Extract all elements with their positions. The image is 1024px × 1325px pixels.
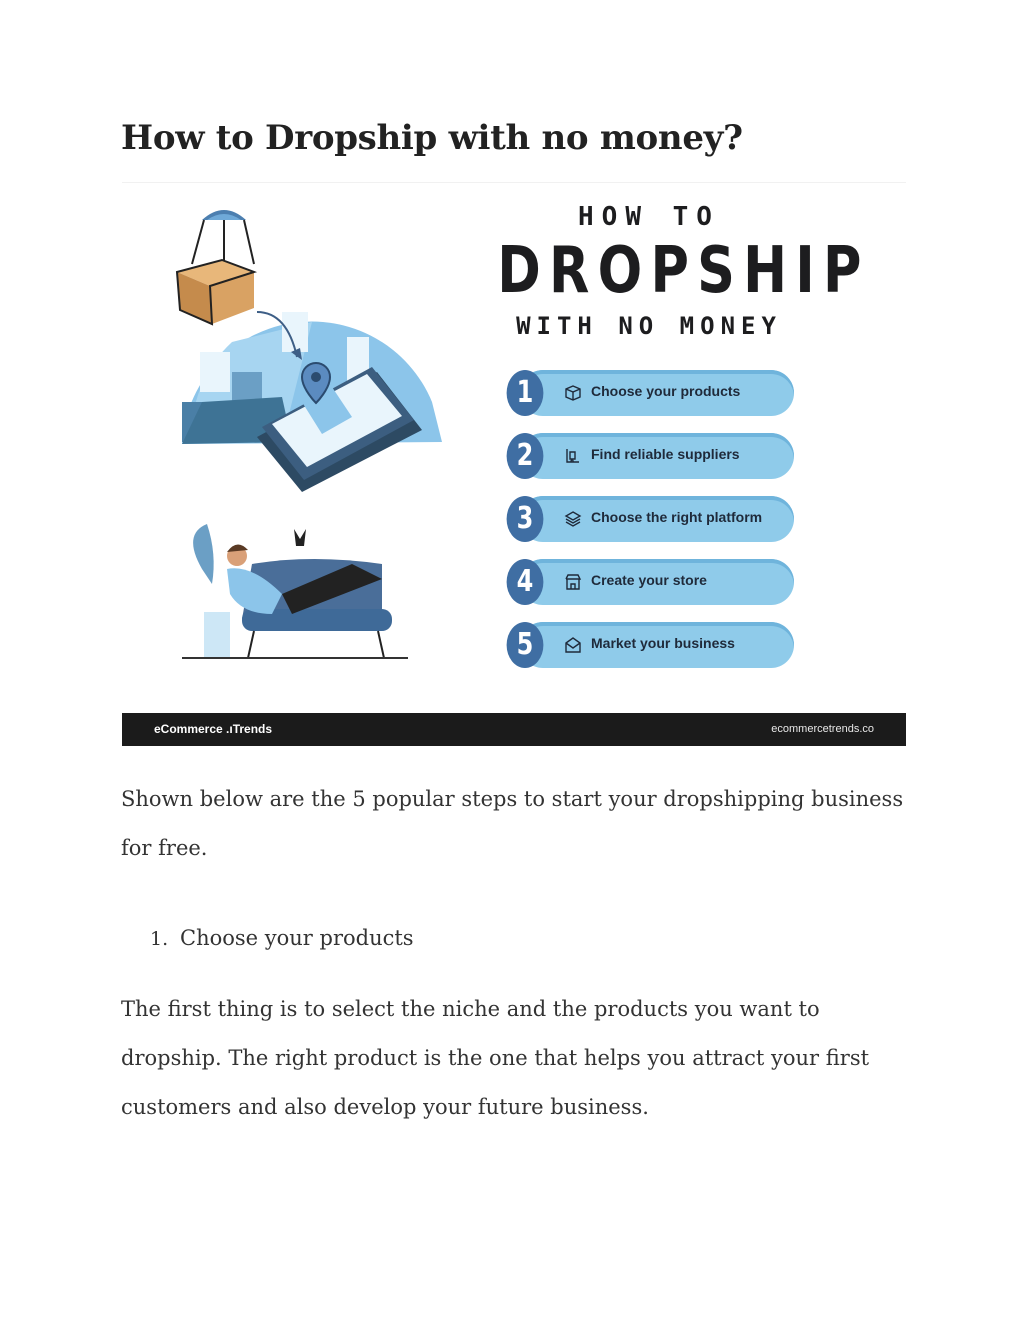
layers-icon	[564, 510, 582, 528]
list-text: Choose your products	[180, 926, 414, 950]
step-number: 5	[507, 622, 544, 668]
step-3	[502, 496, 794, 542]
store-icon	[564, 573, 582, 591]
step-label: Choose your products	[591, 383, 741, 399]
infographic-heading-bottom: WITH NO MONEY	[516, 312, 782, 340]
step-label: Find reliable suppliers	[591, 446, 740, 462]
step-1	[502, 370, 794, 416]
infographic-image	[122, 182, 906, 746]
step-2	[502, 433, 794, 479]
step-4	[502, 559, 794, 605]
step-5	[502, 622, 794, 668]
list-number: 1.	[150, 928, 169, 950]
infographic-heading-top: HOW TO	[578, 202, 720, 232]
infographic-footer	[122, 713, 906, 746]
box-icon	[564, 384, 582, 402]
step-label: Create your store	[591, 572, 707, 588]
body-paragraph: The first thing is to select the niche and the products you want to dropship. The right product is the one that helps you attract your first customers and also develop your future business.	[121, 997, 870, 1119]
step-number: 3	[507, 496, 544, 542]
list-item	[150, 920, 414, 957]
step-label: Market your business	[591, 635, 735, 651]
step-label: Choose the right platform	[591, 509, 763, 525]
infographic-heading-main: DROPSHIP	[497, 234, 870, 308]
supplier-icon	[564, 447, 582, 465]
page-title: How to Dropship with no money?	[121, 118, 743, 158]
relaxing-man-illustration	[182, 524, 422, 664]
envelope-icon	[564, 636, 582, 654]
brand-logo-text: eCommerce .ıTrends	[154, 722, 273, 736]
step-number: 2	[507, 433, 544, 479]
step-number: 4	[507, 559, 544, 605]
intro-paragraph: Shown below are the 5 popular steps to start your dropshipping business for free.	[121, 787, 904, 860]
step-number: 1	[507, 370, 544, 416]
footer-url: ecommercetrends.co	[771, 723, 874, 735]
